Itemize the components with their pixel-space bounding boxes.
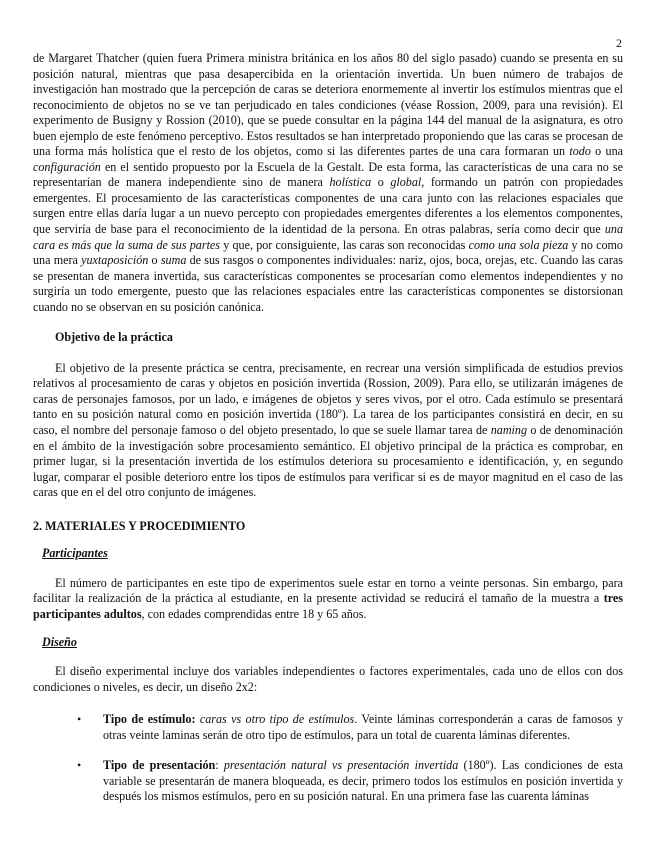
page-number: 2 [616, 36, 622, 50]
paragraph-participantes: El número de participantes en este tipo de experimentos suele estar en torno a veinte personas. Sin embargo, para facilitar la realización de la práctica al estudiante, en la presente actividad se reducirá el tamaño de la muestra a tres participantes adultos, con edades comprendidas entre 18 y 65 años. [33, 575, 623, 621]
paragraph-diseno: El diseño experimental incluye dos variables independientes o factores experimentales, cada uno de ellos con dos condiciones o niveles, es decir, un diseño 2x2: [33, 664, 623, 694]
list-item-tipo-estimulo: • Tipo de estímulo: caras vs otro tipo de estímulos. Veinte láminas corresponderán a caras de famosos y otras veinte laminas serán de otro tipo de estímulos, para un total de cuarenta láminas diferentes. [77, 712, 623, 742]
bullet-icon: • [77, 758, 82, 773]
heading-participantes: Participantes [42, 546, 108, 561]
document-body [33, 51, 623, 820]
heading-objetivo: Objetivo de la práctica [55, 330, 173, 345]
variables-list [33, 712, 623, 805]
heading-diseno: Diseño [42, 634, 77, 649]
section-heading-materiales: 2. MATERIALES Y PROCEDIMIENTO [33, 518, 246, 533]
paragraph-objetivo: El objetivo de la presente práctica se centra, precisamente, en recrear una versión simplificada de estudios previos relativos al procesamiento de caras y objetos en posición invertida (Rossion, 2009). Para ello, se utilizarán imágenes de caras de personajes famosos, por un lado, e imágenes de objetos y seres vivos, por el otro. Cada estímulo se presentará tanto en su posición natural como en posición invertida (180º). La tarea de los participantes consistirá en decir, en su caso, el nombre del personaje famoso o del objeto presentado, lo que se suele llamar tarea de naming o de denominación en el ámbito de la investigación sobre procesamiento semántico. El objetivo principal de la práctica es comprobar, en primer lugar, si la presentación invertida de los estímulos deteriora su procesamiento e identificación, y, en segundo lugar, comparar el posible deterioro entre los tipos de estímulos para verificar si es de mayor magnitud en el caso de las caras que en el del otro conjunto de imágenes. [33, 360, 624, 500]
bullet-icon: • [77, 712, 82, 727]
list-item-tipo-presentacion: • Tipo de presentación: presentación natural vs presentación invertida (180º). Las condiciones de esta variable se presentarán de manera bloqueada, es decir, primero todos los estímulos en posición invertida y después los mismos estímulos, pero en su posición natural. En una primera fase las cuarenta láminas [77, 758, 623, 804]
paragraph-intro: de Margaret Thatcher (quien fuera Primera ministra británica en los años 80 del siglo pasado) cuando se presenta en su posición natural, mientras que pasa desapercibida en la orientación invertida. Un buen número de trabajos de investigación han mostrado que la percepción de caras se deteriora enormemente al invertir los estímulos mientras que el reconocimiento de objetos no se ve tan perjudicado en tales condiciones (véase Rossion, 2009, para una revisión). El experimento de Busigny y Rossion (2010), que se puede consultar en la página 144 del manual de la asignatura, es otro buen ejemplo de este fenómeno perceptivo. Estos resultados se han interpretado proponiendo que las caras se procesan de una forma más holística que el resto de los objetos, como si las diferentes partes de una cara formaran un todo o una configuración en el sentido propuesto por la Escuela de la Gestalt. De esta forma, las características de una cara no se representarían de manera independiente sino de manera holística o global, formando un patrón con propiedades emergentes. El procesamiento de las características componentes de una cara junto con las relaciones espaciales que surgen entre ellas daría lugar a un nuevo percepto con propiedades emergentes diferentes a los elementos componentes, que serviría de base para el reconocimiento de la identidad de la persona. En otras palabras, sería como decir que una cara es más que la suma de sus partes y que, por consiguiente, las caras son reconocidas como una sola pieza y no como una mera yuxtaposición o suma de sus rasgos o componentes individuales: nariz, ojos, boca, orejas, etc. Cuando las caras se presentan de manera invertida, sus características componentes se procesarían como elementos independientes y no surgiría un todo emergente, puesto que las relaciones espaciales entre las características componentes se distorsionan cuando no se observan en su posición canónica. [33, 51, 623, 314]
